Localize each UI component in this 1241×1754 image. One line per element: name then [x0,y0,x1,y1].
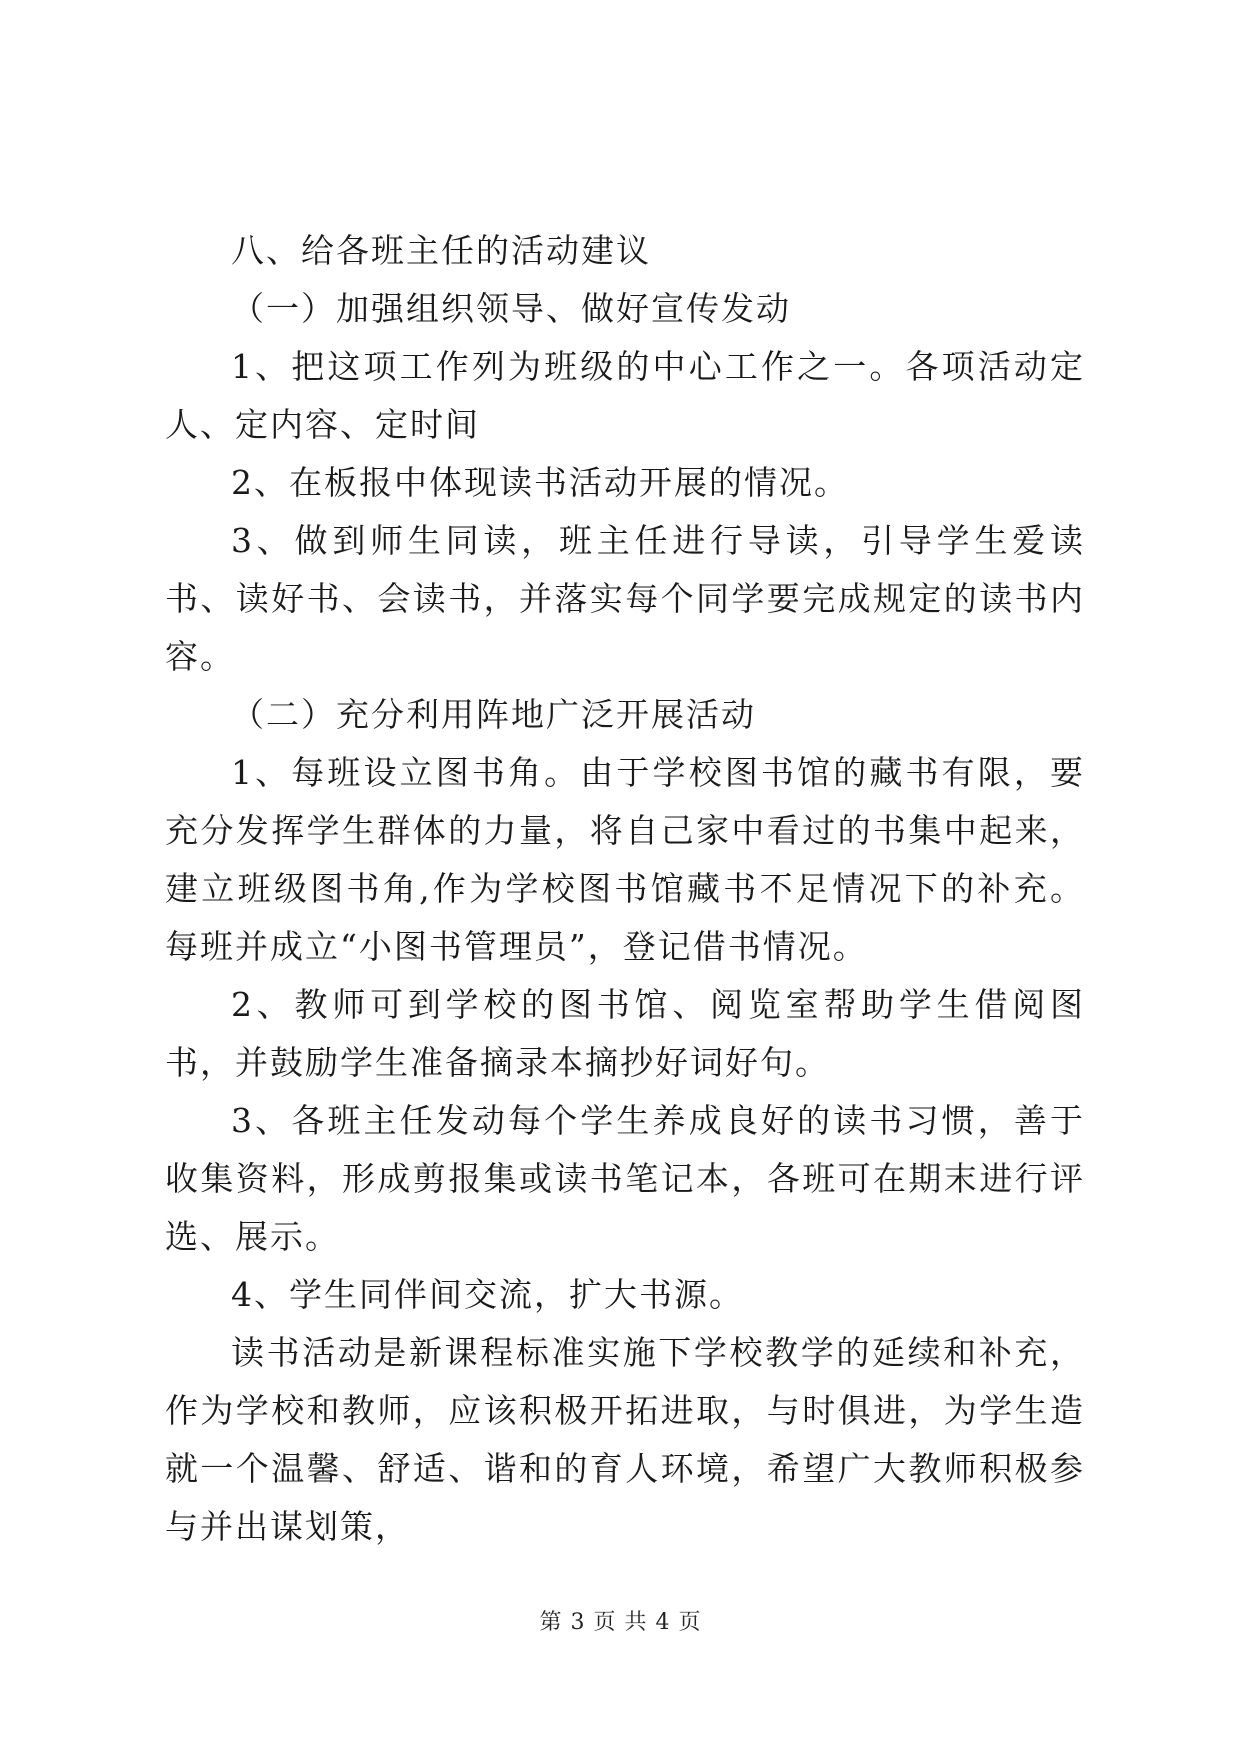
paragraph: 读书活动是新课程标准实施下学校教学的延续和补充，作为学校和教师，应该积极开拓进取，与时俱进，为学生造就一个温馨、舒适、谐和的育人环境，希望广大教师积极参与并出谋划策， [165,1333,1085,1546]
page-number-footer: 第 3 页 共 4 页 [539,1610,702,1635]
paragraph: 3、各班主任发动每个学生养成良好的读书习惯，善于收集资料，形成剪报集或读书笔记本，各班可在期末进行评选、展示。 [165,1101,1085,1256]
paragraph: 1、每班设立图书角。由于学校图书馆的藏书有限，要充分发挥学生群体的力量，将自己家中看过的书集中起来，建立班级图书角,作为学校图书馆藏书不足情况下的补充。每班并成立“小图书管理员”，登记借书情况。 [165,753,1085,966]
paragraph: 4、学生同伴间交流，扩大书源。 [231,1275,744,1314]
section-heading: 八、给各班主任的活动建议 [231,231,651,270]
paragraph: 1、把这项工作列为班级的中心工作之一。各项活动定人、定内容、定时间 [165,347,1085,444]
paragraph: 2、教师可到学校的图书馆、阅览室帮助学生借阅图书，并鼓励学生准备摘录本摘抄好词好句。 [165,985,1085,1082]
paragraph: 2、在板报中体现读书活动开展的情况。 [231,463,849,502]
subsection-heading: （一）加强组织领导、做好宣传发动 [231,289,791,328]
subsection-heading: （二）充分利用阵地广泛开展活动 [231,695,756,734]
document-body [165,222,1085,1556]
paragraph: 3、做到师生同读，班主任进行导读，引导学生爱读书、读好书、会读书，并落实每个同学要完成规定的读书内容。 [165,521,1085,676]
